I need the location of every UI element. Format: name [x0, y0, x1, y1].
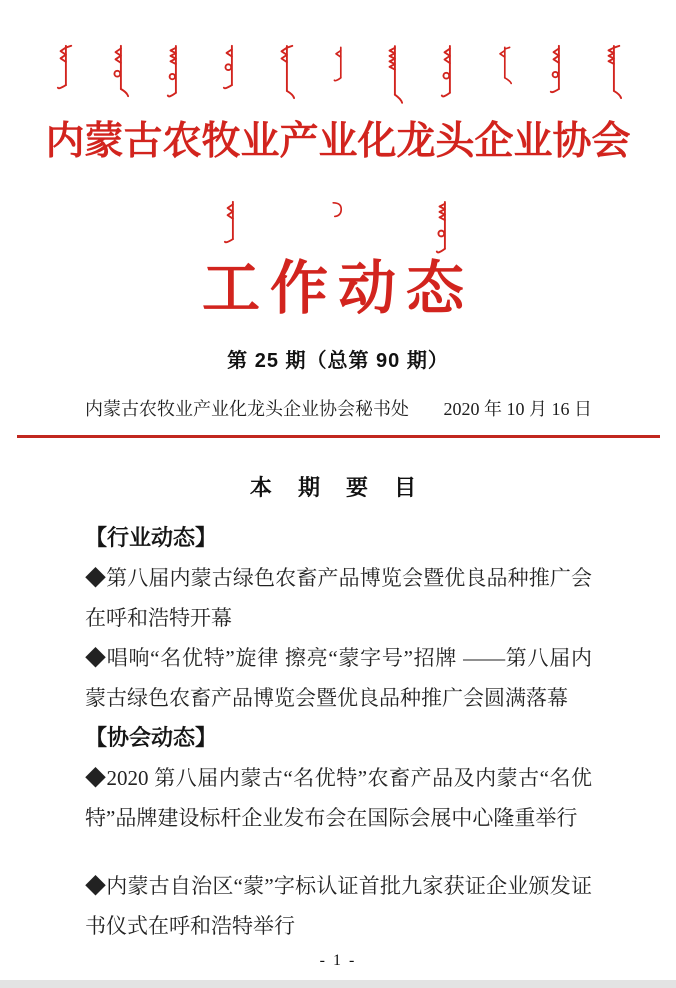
toc-item: ◆唱响“名优特”旋律 擦亮“蒙字号”招牌 ——第八届内蒙古绿色农畜产品博览会暨优良品种推广会圆满落幕	[85, 646, 592, 710]
publisher-line	[85, 395, 592, 421]
section-title-association: 【协会动态】	[85, 725, 218, 750]
publish-date: 2020 年 10 月 16 日	[443, 399, 592, 419]
mongolian-script-icon	[56, 44, 74, 94]
contents-heading: 本 期 要 目	[249, 475, 427, 500]
mongolian-script-icon	[222, 44, 240, 94]
mongolian-script-icon	[549, 44, 567, 98]
issue-number: 第 25 期（总第 90 期）	[227, 350, 449, 372]
mongolian-script-icon	[223, 200, 241, 248]
bulletin-title: 工作动态	[201, 256, 474, 321]
mongolian-script-icon	[332, 44, 348, 86]
publisher: 内蒙古农牧业产业化龙头企业协会秘书处	[85, 399, 409, 419]
mongolian-script-subtitle	[223, 200, 453, 258]
mongolian-script-icon	[496, 44, 512, 86]
masthead-divider	[17, 435, 660, 438]
mongolian-script-icon	[111, 44, 129, 98]
mongolian-script-icon	[277, 44, 295, 100]
toc-item: ◆2020 第八届内蒙古“名优特”农畜产品及内蒙古“名优特”品牌建设标杆企业发布会在国际会展中心隆重举行	[85, 766, 592, 830]
mongolian-script-icon	[385, 44, 403, 104]
toc-item: ◆第八届内蒙古绿色农畜产品博览会暨优良品种推广会在呼和浩特开幕	[85, 566, 592, 630]
mongolian-script-banner	[56, 44, 622, 106]
mongolian-script-icon	[440, 44, 458, 102]
mongolian-script-icon	[330, 200, 346, 220]
toc-item: ◆内蒙古自治区“蒙”字标认证首批九家获证企业颁发证书仪式在呼和浩特举行	[85, 874, 592, 938]
table-of-contents	[85, 518, 592, 946]
mongolian-script-icon	[435, 200, 453, 258]
org-title: 内蒙古农牧业产业化龙头企业协会	[45, 120, 631, 163]
mongolian-script-icon	[166, 44, 184, 102]
page-number: - 1 -	[319, 952, 357, 969]
mongolian-script-icon	[604, 44, 622, 100]
section-title-industry: 【行业动态】	[85, 525, 218, 550]
page-bottom-edge	[0, 980, 676, 988]
